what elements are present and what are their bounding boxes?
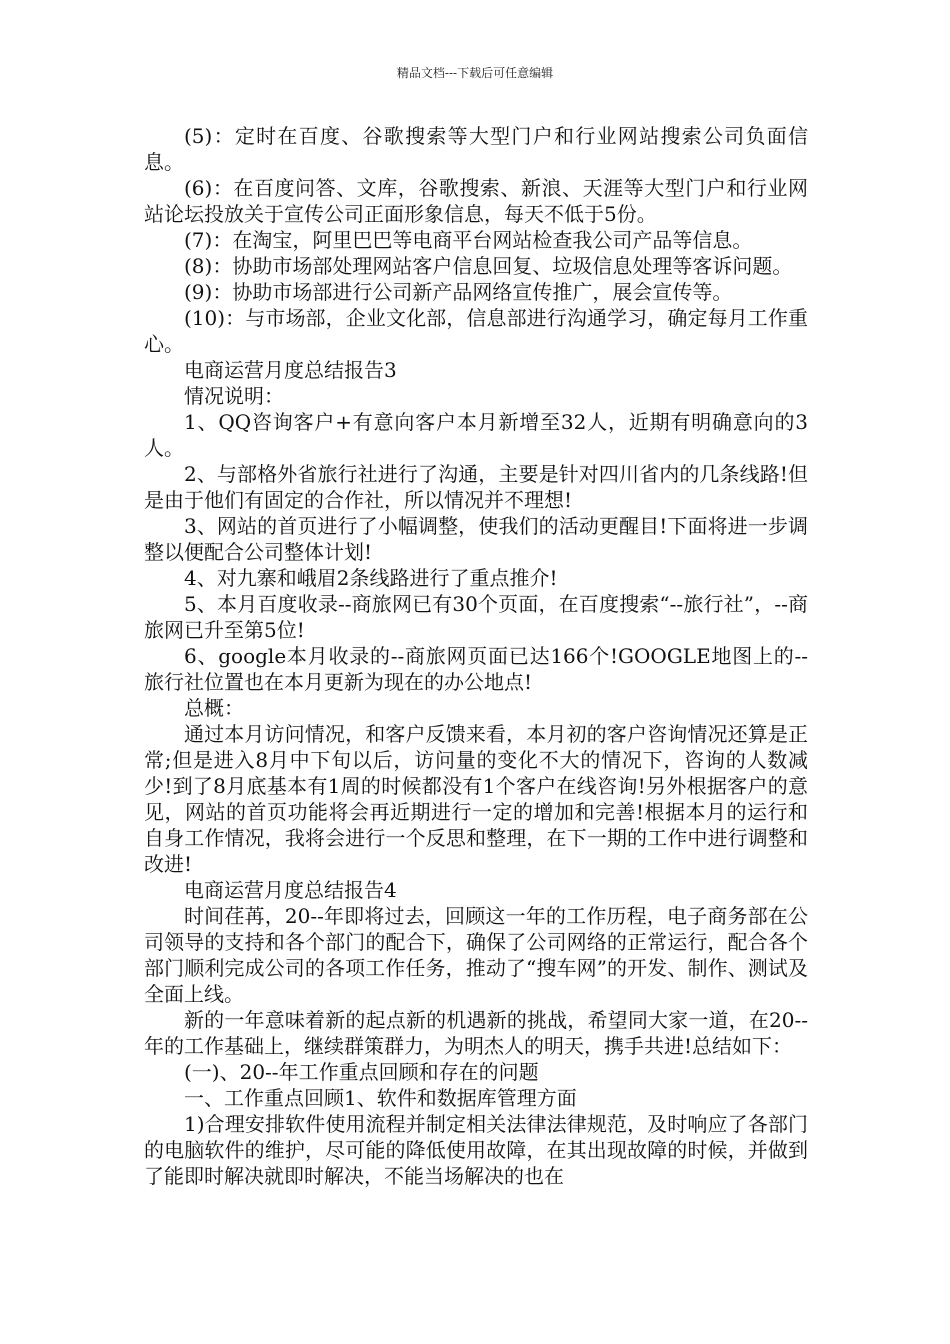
subheading: (一)、20--年工作重点回顾和存在的问题 [184, 1060, 539, 1084]
paragraph: 4、对九寨和峨眉2条线路进行了重点推介! [184, 566, 558, 590]
section-heading: 电商运营月度总结报告4 [184, 878, 397, 902]
paragraph: 通过本月访问情况，和客户反馈来看，本月初的客户咨询情况还算是正常;但是进入8月中下旬以后，访问量的变化不大的情况下，咨询的人数减少!到了8月底基本有1周的时候都没有1个客户在线咨询!另外根据客户的意见，网站的首页功能将会再近期进行一定的增加和完善!根据本月的运行和自身工作情况，我将会进行一个反思和整理，在下一期的工作中进行调整和改进! [144, 722, 808, 876]
paragraph: (6)：在百度问答、文库，谷歌搜索、新浪、天涯等大型门户和行业网站论坛投放关于宣传公司正面形象信息，每天不低于5份。 [144, 176, 808, 226]
paragraph: 2、与部格外省旅行社进行了沟通，主要是针对四川省内的几条线路!但是由于他们有固定的合作社，所以情况并不理想! [144, 462, 808, 512]
paragraph: (8)：协助市场部处理网站客户信息回复、垃圾信息处理等客诉问题。 [184, 254, 793, 278]
section-heading: 电商运营月度总结报告3 [184, 358, 397, 382]
paragraph: (10)：与市场部，企业文化部，信息部进行沟通学习，确定每月工作重心。 [144, 306, 808, 356]
paragraph: 1)合理安排软件使用流程并制定相关法律法律规范，及时响应了各部门的电脑软件的维护，尽可能的降低使用故障，在其出现故障的时候，并做到了能即时解决就即时解决，不能当场解决的也在 [144, 1112, 808, 1188]
subheading: 一、工作重点回顾1、软件和数据库管理方面 [184, 1086, 577, 1110]
subheading: 情况说明： [184, 384, 284, 408]
paragraph: (9)：协助市场部进行公司新产品网络宣传推广，展会宣传等。 [184, 280, 733, 304]
paragraph: 1、QQ咨询客户+有意向客户本月新增至32人，近期有明确意向的3人。 [144, 410, 808, 460]
paragraph: (5)：定时在百度、谷歌搜索等大型门户和行业网站搜索公司负面信息。 [144, 124, 808, 174]
page-header: 精品文档---下载后可任意编辑 [396, 66, 554, 80]
paragraph: 新的一年意味着新的起点新的机遇新的挑战，希望同大家一道，在20--年的工作基础上，继续群策群力，为明杰人的明天，携手共进!总结如下： [144, 1008, 808, 1058]
paragraph: 时间荏苒，20--年即将过去，回顾这一年的工作历程，电子商务部在公司领导的支持和各个部门的配合下，确保了公司网络的正常运行，配合各个部门顺利完成公司的各项工作任务，推动了“搜车网”的开发、制作、测试及全面上线。 [144, 904, 808, 1006]
paragraph: (7)：在淘宝，阿里巴巴等电商平台网站检查我公司产品等信息。 [184, 228, 753, 252]
subheading: 总概： [184, 696, 244, 720]
paragraph: 6、google本月收录的--商旅网页面已达166个!GOOGLE地图上的--旅行社位置也在本月更新为现在的办公地点! [144, 644, 808, 694]
paragraph: 3、网站的首页进行了小幅调整，使我们的活动更醒目!下面将进一步调整以便配合公司整体计划! [144, 514, 808, 564]
paragraph: 5、本月百度收录--商旅网已有30个页面，在百度搜索“--旅行社”，--商旅网已升至第5位! [144, 592, 808, 642]
document-body [144, 123, 808, 1189]
